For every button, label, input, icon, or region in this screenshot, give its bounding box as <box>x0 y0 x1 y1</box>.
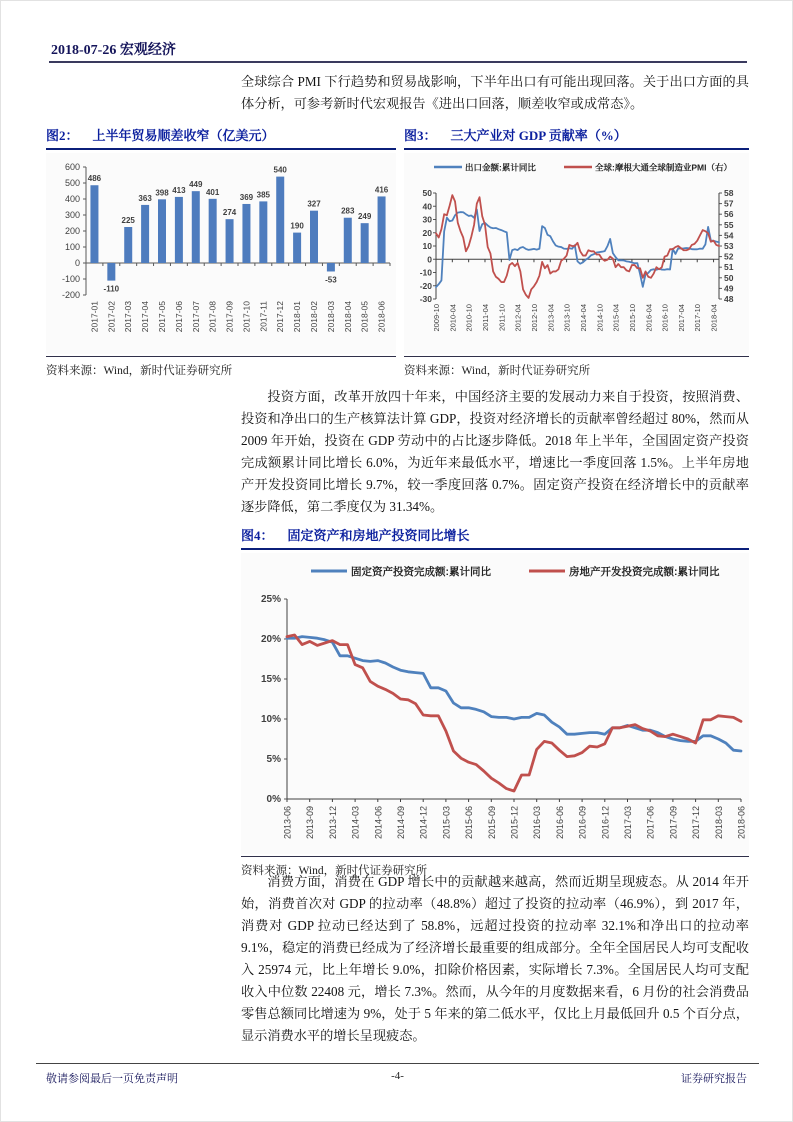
svg-text:369: 369 <box>239 192 254 202</box>
svg-text:2014-04: 2014-04 <box>578 304 588 332</box>
svg-text:2017-06: 2017-06 <box>173 301 184 333</box>
svg-text:25%: 25% <box>260 594 281 605</box>
svg-text:48: 48 <box>724 294 734 304</box>
svg-text:5%: 5% <box>266 754 281 765</box>
svg-text:416: 416 <box>374 185 389 195</box>
svg-text:2018-02: 2018-02 <box>309 301 319 333</box>
svg-text:2015-09: 2015-09 <box>486 806 497 840</box>
svg-text:2017-02: 2017-02 <box>106 301 117 333</box>
svg-text:500: 500 <box>64 178 80 188</box>
svg-text:30: 30 <box>422 214 432 225</box>
svg-text:2017-08: 2017-08 <box>207 301 218 333</box>
svg-text:2017-10: 2017-10 <box>693 304 703 332</box>
figure-4-label: 图4： <box>241 528 274 543</box>
figure-3-source: 资料来源：Wind，新时代证券研究所 <box>404 356 749 378</box>
svg-text:2017-01: 2017-01 <box>89 301 100 333</box>
svg-text:2018-04: 2018-04 <box>342 301 353 333</box>
svg-text:2017-09: 2017-09 <box>224 301 235 333</box>
svg-text:2017-09: 2017-09 <box>668 806 679 840</box>
svg-text:2010-10: 2010-10 <box>464 304 474 332</box>
figure-2-trade-surplus <box>46 125 396 378</box>
figure-3-title: 三大产业对 GDP 贡献率（%） <box>450 128 627 143</box>
svg-text:2017-07: 2017-07 <box>190 301 201 333</box>
svg-text:2017-03: 2017-03 <box>623 806 633 840</box>
svg-text:2014-09: 2014-09 <box>396 806 406 840</box>
figure-2-title: 上半年贸易顺差收窄（亿美元） <box>92 128 275 143</box>
figure-2-label: 图2： <box>46 128 79 143</box>
svg-text:2017-06: 2017-06 <box>645 806 656 840</box>
investment-growth-line-chart <box>241 553 749 854</box>
svg-text:-10: -10 <box>419 267 432 278</box>
svg-text:2014-03: 2014-03 <box>350 806 361 840</box>
svg-text:20: 20 <box>422 227 432 238</box>
footer-page-number: -4- <box>391 1070 404 1082</box>
svg-text:55: 55 <box>724 219 734 230</box>
svg-text:54: 54 <box>724 230 734 241</box>
intro-paragraph: 全球综合 PMI 下行趋势和贸易战影响，下半年出口有可能出现回落。关于出口方面的具体分析，可参考新时代宏观报告《进出口回落，顺差收窄或成常态》。 <box>241 74 749 111</box>
svg-text:51: 51 <box>724 262 734 273</box>
svg-text:2018-04: 2018-04 <box>709 304 719 332</box>
svg-text:283: 283 <box>341 206 355 216</box>
trade-surplus-bar-chart <box>46 153 396 354</box>
figure-4-title: 固定资产和房地产投资同比增长 <box>287 528 470 543</box>
svg-text:398: 398 <box>155 188 169 198</box>
svg-text:401: 401 <box>205 187 220 197</box>
svg-text:2013-09: 2013-09 <box>305 806 316 840</box>
svg-text:49: 49 <box>724 283 734 294</box>
svg-text:2012-04: 2012-04 <box>513 304 523 332</box>
svg-text:327: 327 <box>307 199 321 209</box>
svg-text:100: 100 <box>64 242 80 252</box>
svg-text:2018-05: 2018-05 <box>359 301 370 333</box>
figure-4-header <box>241 525 749 550</box>
svg-text:出口金额:累计同比: 出口金额:累计同比 <box>465 162 536 173</box>
footer-rule <box>36 1063 759 1064</box>
svg-text:449: 449 <box>189 180 203 190</box>
svg-text:10%: 10% <box>260 714 281 725</box>
svg-text:52: 52 <box>724 251 734 262</box>
svg-text:2017-11: 2017-11 <box>258 301 269 332</box>
svg-text:2018-03: 2018-03 <box>713 806 724 840</box>
figure-4-investment-growth <box>241 525 749 878</box>
svg-text:2015-04: 2015-04 <box>611 304 621 332</box>
svg-text:2010-04: 2010-04 <box>448 304 458 332</box>
svg-text:2013-04: 2013-04 <box>546 304 556 332</box>
svg-text:2014-06: 2014-06 <box>373 806 384 840</box>
svg-text:2015-12: 2015-12 <box>509 806 520 840</box>
svg-text:0: 0 <box>74 258 80 268</box>
svg-text:-110: -110 <box>103 284 120 294</box>
consumption-paragraph: 消费方面，消费在 GDP 增长中的贡献越来越高，然而近期呈现疲态。从 2014 年开始，消费首次对 GDP 的拉动率（48.8%）超过了投资的拉动率（46.9%），到 2017 年，消费对 GDP 拉动已经达到了 58.8%，远超过投资的拉动率 32.1%和净出口的拉动率 9.1%，稳定的消费已经成为了经济增长最重要的组成部分。全年全国居民人均可支配收入 25974 元，比上年增长 9.0%，扣除价格因素，实际增长 7.3%。全国居民人均可支配收入中位数 22408 元，增长 7.3%。然而，从今年的月度数据来看，6 月份的社会消费品零售总额同比增速为 9%，处于 5 年来的第二低水平，仅比上月最低回升 0.5 个百分点，显示消费水平的增长呈现疲态。 <box>241 874 749 1043</box>
svg-text:225: 225 <box>121 216 135 225</box>
svg-text:200: 200 <box>64 226 80 236</box>
svg-text:2015-10: 2015-10 <box>627 304 637 332</box>
svg-text:全球:摩根大通全球制造业PMI（右）: 全球:摩根大通全球制造业PMI（右） <box>595 162 732 173</box>
svg-text:20%: 20% <box>260 634 281 645</box>
svg-text:2017-03: 2017-03 <box>123 301 134 333</box>
svg-text:385: 385 <box>256 190 271 200</box>
svg-text:2015-03: 2015-03 <box>441 806 452 840</box>
svg-text:2011-04: 2011-04 <box>480 304 490 331</box>
svg-text:10: 10 <box>422 241 432 251</box>
svg-text:2017-12: 2017-12 <box>275 301 286 333</box>
svg-text:15%: 15% <box>260 674 281 685</box>
svg-text:2017-04: 2017-04 <box>676 304 686 332</box>
svg-text:249: 249 <box>357 212 372 222</box>
figure-4-source: 资料来源：Wind，新时代证券研究所 <box>241 856 749 878</box>
svg-text:400: 400 <box>64 194 80 204</box>
svg-text:0%: 0% <box>266 794 281 805</box>
svg-text:600: 600 <box>64 162 80 172</box>
svg-text:2017-10: 2017-10 <box>241 301 252 333</box>
figure-3-label: 图3： <box>404 128 437 143</box>
figure-2-header <box>46 125 396 150</box>
svg-text:2016-12: 2016-12 <box>600 806 611 840</box>
svg-text:50: 50 <box>724 272 734 283</box>
svg-text:2017-04: 2017-04 <box>140 301 151 333</box>
svg-text:-200: -200 <box>61 290 80 300</box>
svg-text:2016-03: 2016-03 <box>532 806 543 840</box>
svg-text:2013-10: 2013-10 <box>562 304 572 332</box>
export-pmi-line-chart <box>404 153 749 354</box>
svg-text:2017-05: 2017-05 <box>157 301 167 333</box>
svg-text:2016-09: 2016-09 <box>577 806 588 840</box>
svg-text:2018-03: 2018-03 <box>325 301 336 333</box>
svg-text:53: 53 <box>724 241 734 251</box>
svg-text:50: 50 <box>422 188 432 198</box>
svg-text:2013-12: 2013-12 <box>327 806 338 840</box>
figure-3-export-pmi <box>404 125 749 378</box>
svg-text:300: 300 <box>64 210 80 220</box>
svg-text:2011-10: 2011-10 <box>497 304 507 331</box>
svg-text:40: 40 <box>422 201 432 212</box>
investment-paragraph: 投资方面，改革开放四十年来，中国经济主要的发展动力来自于投资，按照消费、投资和净出口的生产核算法计算 GDP，投资对经济增长的贡献率曾经超过 80%，然而从 2009 年开始，投资在 GDP 劳动中的占比逐步降低。2018 年上半年，全国固定资产投资完成额累计同比增长 6.0%，为近年来最低水平，增速比一季度回落 1.5%。上半年房地产开发投资同比增长 9.7%，较一季度回落 0.7%。固定资产投资在经济增长中的贡献率逐步降低，第二季度仅为 31.34%。 <box>241 389 749 514</box>
svg-text:56: 56 <box>724 209 734 220</box>
svg-text:190: 190 <box>290 221 304 231</box>
svg-text:413: 413 <box>172 185 186 195</box>
svg-text:2013-06: 2013-06 <box>282 806 293 840</box>
svg-text:2016-06: 2016-06 <box>554 806 565 840</box>
svg-text:2016-10: 2016-10 <box>660 304 670 332</box>
svg-text:2016-04: 2016-04 <box>644 304 654 332</box>
header-rule <box>49 61 747 63</box>
svg-text:2012-10: 2012-10 <box>529 304 539 332</box>
svg-text:0: 0 <box>427 254 432 265</box>
svg-text:58: 58 <box>724 188 734 198</box>
svg-text:540: 540 <box>273 165 287 175</box>
svg-text:2018-06: 2018-06 <box>376 301 387 333</box>
svg-text:2017-12: 2017-12 <box>691 806 702 840</box>
svg-text:363: 363 <box>138 193 152 203</box>
svg-text:-20: -20 <box>419 280 432 291</box>
svg-text:2009-10: 2009-10 <box>432 304 441 332</box>
svg-text:2018-06: 2018-06 <box>736 806 747 840</box>
svg-text:-30: -30 <box>419 294 432 304</box>
svg-text:274: 274 <box>222 208 237 218</box>
svg-text:-100: -100 <box>61 274 80 284</box>
footer-disclaimer: 敬请参阅最后一页免责声明 <box>46 1073 178 1085</box>
figure-2-source: 资料来源：Wind，新时代证券研究所 <box>46 356 396 378</box>
figure-3-header <box>404 125 749 150</box>
svg-text:57: 57 <box>724 198 734 209</box>
svg-text:486: 486 <box>87 174 102 184</box>
page-header: 2018-07-26 宏观经济 <box>51 43 176 58</box>
svg-text:房地产开发投资完成额:累计同比: 房地产开发投资完成额:累计同比 <box>569 566 720 578</box>
svg-text:2014-10: 2014-10 <box>595 304 605 332</box>
svg-text:-53: -53 <box>325 275 337 285</box>
footer-report-type: 证券研究报告 <box>681 1073 747 1085</box>
svg-text:固定资产投资完成额:累计同比: 固定资产投资完成额:累计同比 <box>351 566 491 578</box>
svg-text:2015-06: 2015-06 <box>464 806 475 840</box>
svg-text:2018-01: 2018-01 <box>292 301 303 333</box>
svg-text:2014-12: 2014-12 <box>418 806 429 840</box>
